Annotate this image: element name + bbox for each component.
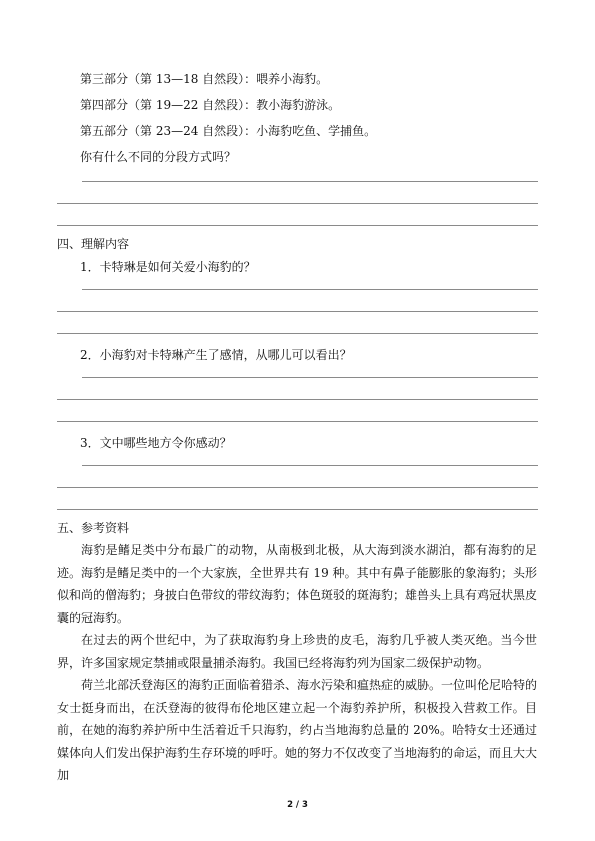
answer-line bbox=[82, 377, 538, 378]
segment-question: 你有什么不同的分段方式吗？ bbox=[80, 150, 237, 164]
section-heading-references: 五、参考资料 bbox=[57, 521, 130, 535]
question-3: 3．文中哪些地方令你感动？ bbox=[80, 436, 232, 450]
answer-line bbox=[57, 487, 538, 488]
answer-line bbox=[57, 333, 538, 334]
reference-paragraph: 荷兰北部沃登海区的海豹正面临着猎杀、海水污染和瘟热症的威胁。一位叫伦尼哈特的女士挺身而出，在沃登海的彼得布伦地区建立起一个海豹养护所，积极投入营救工作。目前，在她的海豹养护所中生活着近千只海豹，约占当地海豹总量的 20%。哈特女士还通过媒体向人们发出保护海豹生存环境的呼吁。她的努力不仅改变了当地海豹的命运，而且大大加 bbox=[57, 678, 538, 782]
answer-line bbox=[57, 203, 538, 204]
answer-line bbox=[57, 399, 538, 400]
answer-line bbox=[57, 509, 538, 510]
answer-line bbox=[57, 311, 538, 312]
segment-part-3: 第三部分（第 13—18 自然段）：喂养小海豹。 bbox=[80, 72, 329, 86]
segment-part-4: 第四部分（第 19—22 自然段）：教小海豹游泳。 bbox=[80, 98, 341, 112]
question-1: 1．卡特琳是如何关爱小海豹的？ bbox=[80, 260, 256, 274]
answer-line bbox=[82, 181, 538, 182]
segment-part-5: 第五部分（第 23—24 自然段）：小海豹吃鱼、学捕鱼。 bbox=[80, 124, 377, 138]
answer-line bbox=[82, 465, 538, 466]
answer-line bbox=[57, 225, 538, 226]
reference-paragraph: 海豹是鳍足类中分布最广的动物，从南极到北极，从大海到淡水湖泊，都有海豹的足迹。海豹是鳍足类中的一个大家族，全世界共有 19 种。其中有鼻子能膨胀的象海豹；头形似和尚的僧海豹；身披白色带纹的带纹海豹；体色斑驳的斑海豹；雄兽头上具有鸡冠状黑皮囊的冠海豹。 bbox=[57, 543, 538, 625]
page-number: 2 / 3 bbox=[287, 800, 308, 810]
answer-line bbox=[82, 289, 538, 290]
question-2: 2．小海豹对卡特琳产生了感情，从哪儿可以看出？ bbox=[80, 348, 352, 362]
answer-line bbox=[57, 421, 538, 422]
section-heading-understanding: 四、理解内容 bbox=[57, 237, 130, 251]
reference-paragraph: 在过去的两个世纪中，为了获取海豹身上珍贵的皮毛，海豹几乎被人类灭绝。当今世界，许多国家规定禁捕或限量捕杀海豹。我国已经将海豹列为国家二级保护动物。 bbox=[57, 633, 537, 670]
